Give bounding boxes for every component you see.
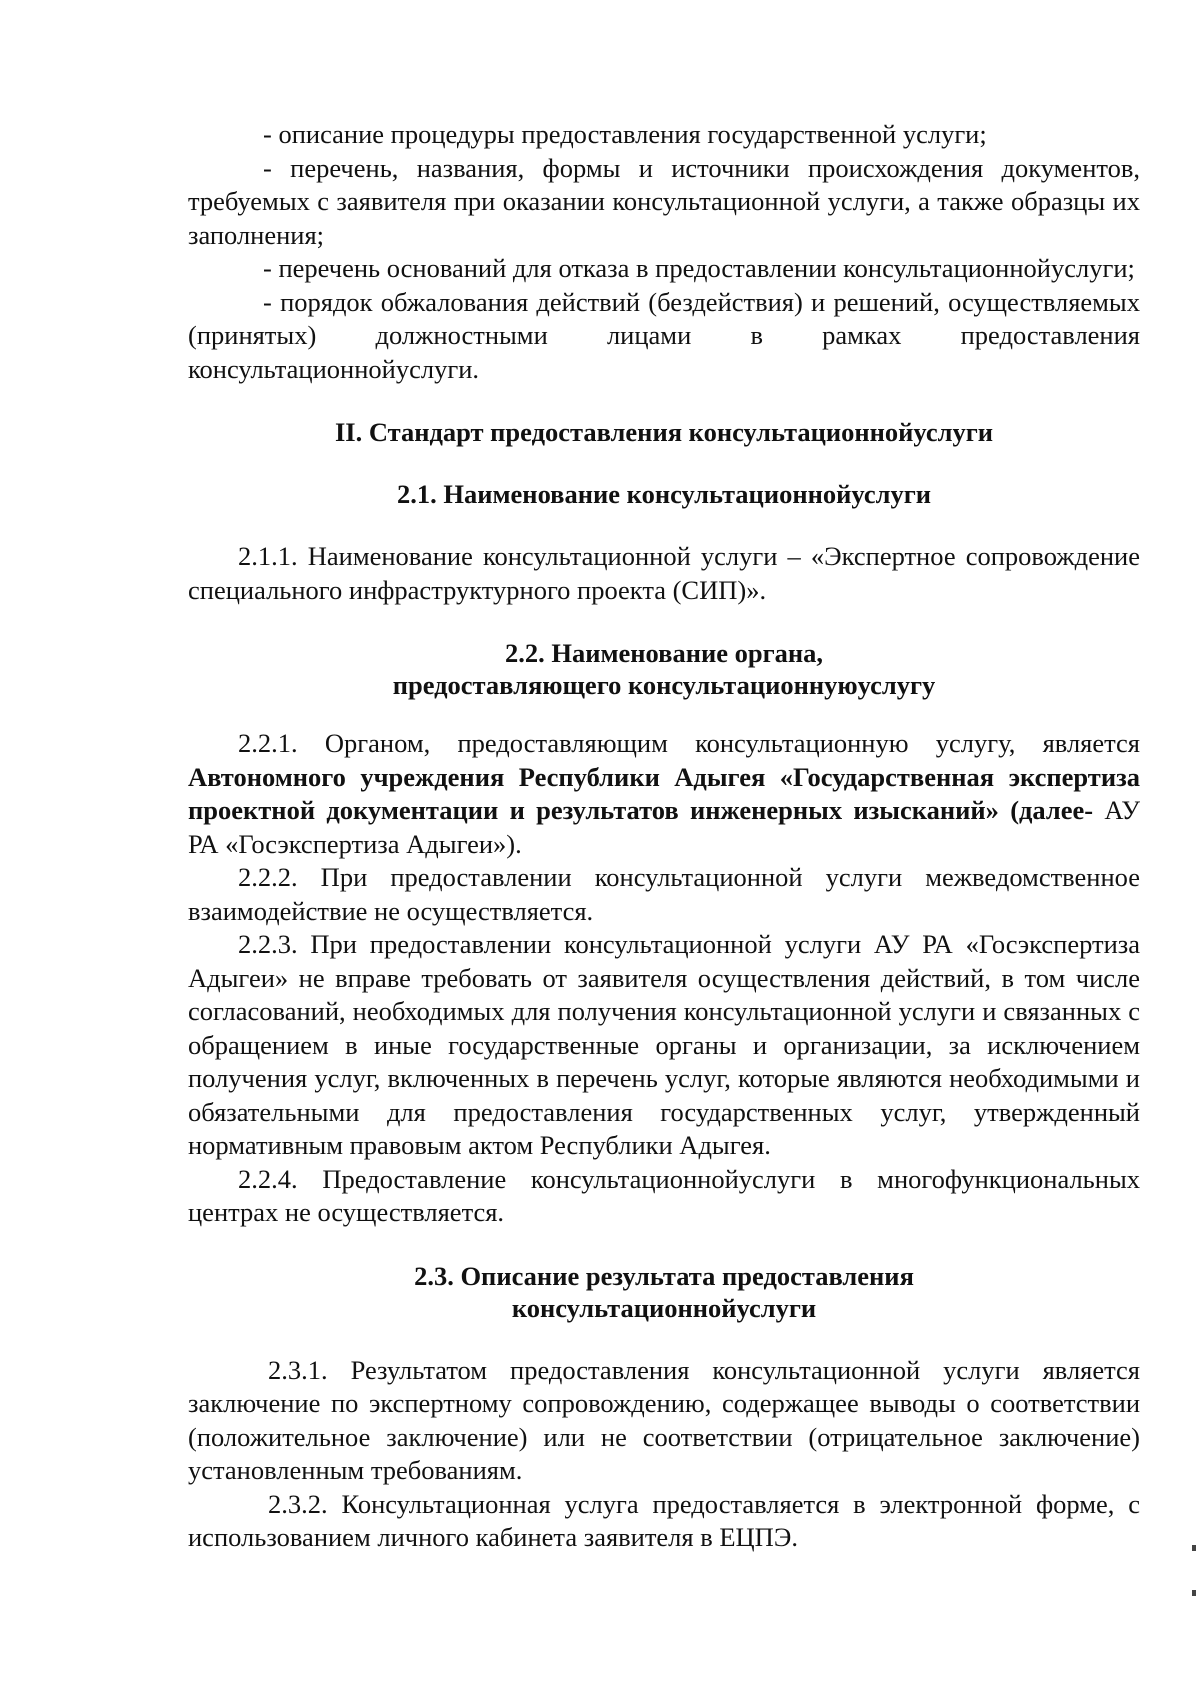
- paragraph-2-2-4: 2.2.4. Предоставление консультационнойуслуги в многофункциональных центрах не осуществляется.: [188, 1163, 1140, 1227]
- organization-name: Автономного учреждения Республики Адыгея «Государственная экспертиза проектной документации и результатов инженерных изысканий»: [188, 761, 1140, 825]
- subsection-title-line: 2.3. Описание результата предоставления: [414, 1260, 914, 1291]
- subsection-title-2-3: [188, 1260, 1140, 1324]
- intro-item: - перечень оснований для отказа в предоставлении консультационнойуслуги;: [263, 253, 1135, 283]
- scan-edge-mark: [1192, 1590, 1196, 1596]
- subsection-title-line: 2.2. Наименование органа,: [504, 638, 824, 668]
- paragraph-text: АУ РА «Госэкспертиза Адыгеи»).: [188, 795, 1140, 859]
- paragraph-2-3-1: 2.3.1. Результатом предоставления консультационной услуги является заключение по экспертному сопровождению, содержащее выводы о соответствии (положительное заключение) или не соответствии (отрицательное заключение) установленным требованиям.: [188, 1354, 1140, 1485]
- paragraph-2-2-2: 2.2.2. При предоставлении консультационной услуги межведомственное взаимодействие не осуществляется.: [188, 862, 1140, 926]
- paragraph-2-2-1: [188, 727, 1140, 861]
- paragraph-text: 2.2.1. Органом, предоставляющим консультационную услугу, является: [238, 728, 1140, 758]
- paragraph-2-3-2: 2.3.2. Консультационная услуга предоставляется в электронной форме, с использованием личного кабинета заявителя в ЕЦПЭ.: [188, 1488, 1140, 1552]
- section-title: II. Стандарт предоставления консультационнойуслуги: [334, 417, 994, 447]
- scan-edge-mark: [1192, 1545, 1196, 1551]
- subsection-title-line: консультационнойуслуги: [511, 1292, 817, 1323]
- subsection-title-line: предоставляющего консультационнуюуслугу: [392, 670, 936, 700]
- intro-item: - порядок обжалования действий (бездействия) и решений, осуществляемых (принятых) должностными лицами в рамках предоставления консультационнойуслуги.: [188, 286, 1140, 384]
- intro-item: - перечень, названия, формы и источники происхождения документов, требуемых с заявителя при оказании консультационной услуги, а также образцы их заполнения;: [188, 152, 1140, 250]
- subsection-title-2-1: 2.1. Наименование консультационнойуслуги: [396, 479, 932, 509]
- abbreviation-intro: (далее-: [998, 795, 1094, 825]
- subsection-title-2-2: [188, 637, 1140, 701]
- paragraph-2-2-3: 2.2.3. При предоставлении консультационной услуги АУ РА «Госэкспертиза Адыгеи» не вправе требовать от заявителя осуществления действий, в том числе согласований, необходимых для получения консультационной услуги и связанных с обращением в иные государственные органы и организации, за исключением получения услуг, включенных в перечень услуг, которые являются необходимыми и обязательными для предоставления государственных услуг, утвержденный нормативным правовым актом Республики Адыгея.: [188, 929, 1140, 1160]
- paragraph-2-1-1: 2.1.1. Наименование консультационной услуги – «Экспертное сопровождение специального инфраструктурного проекта (СИП)».: [188, 541, 1140, 605]
- document-body: [188, 118, 1140, 1555]
- intro-item: - описание процедуры предоставления государственной услуги;: [263, 119, 987, 149]
